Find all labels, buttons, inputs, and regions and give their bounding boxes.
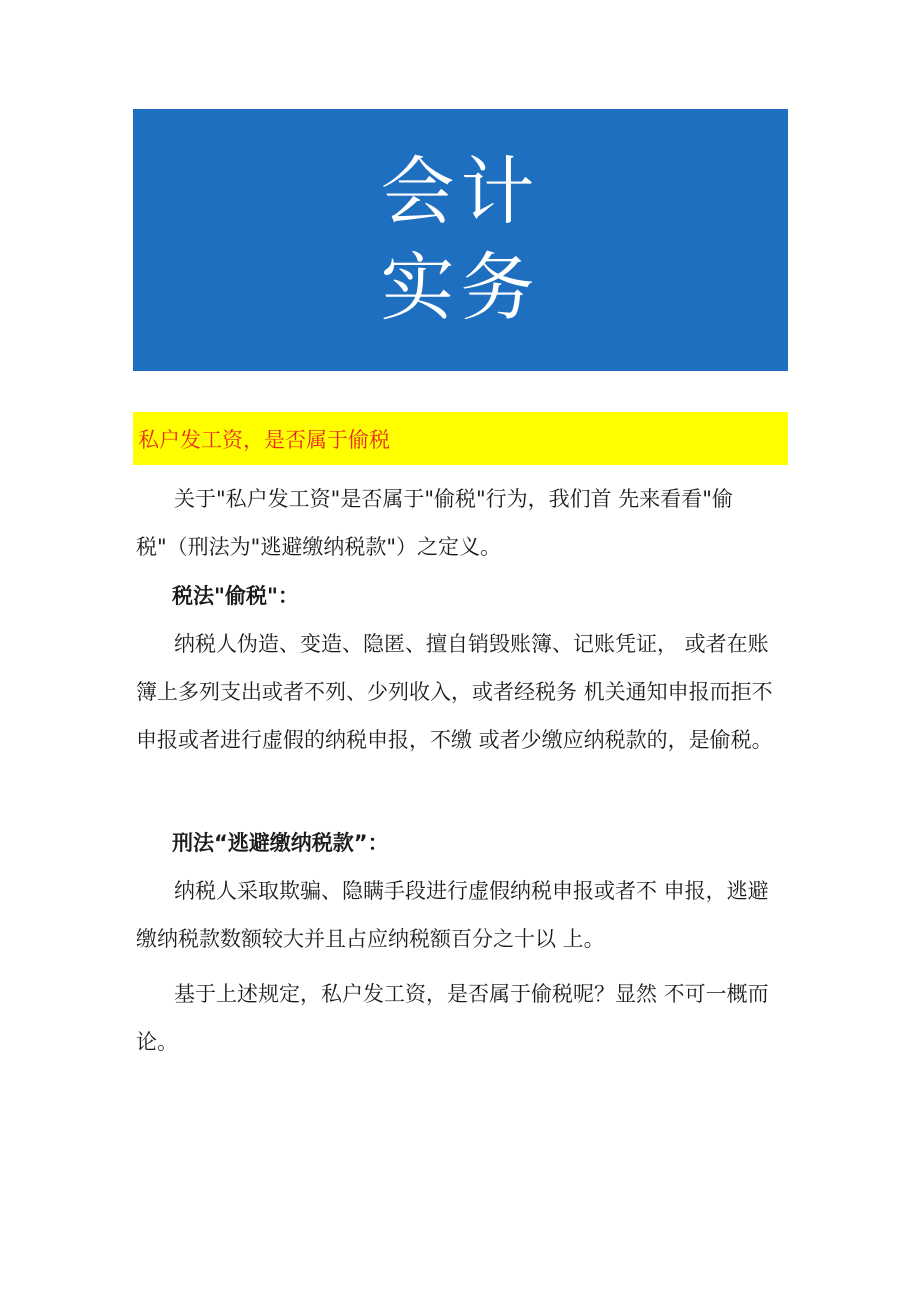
article-headline: 私户发工资，是否属于偷税 [138,427,390,452]
criminal-law-definition: 纳税人采取欺骗、隐瞒手段进行虚假纳税申报或者不 申报，逃避缴纳税款数额较大并且占应纳税额百分之十以 上。 [136,879,769,951]
tax-law-definition: 纳税人伪造、变造、隐匿、擅自销毁账簿、记账凭证， 或者在账簿上多列支出或者不列、少列收入，或者经税务 机关通知申报而拒不申报或者进行虚假的纳税申报，不缴 或者少缴应纳税款的，是偷税。 [136,632,773,752]
banner-title-line-1: 会计 [380,149,541,235]
conclusion-paragraph: 基于上述规定，私户发工资，是否属于偷税呢？显然 不可一概而论。 [136,982,769,1054]
title-banner [133,109,788,371]
intro-paragraph: 关于"私户发工资"是否属于"偷税"行为，我们首 先来看看"偷税"（刑法为"逃避缴纳税款"）之定义。 [136,487,733,559]
headline-highlight [133,412,788,465]
banner-title-line-2: 实务 [380,245,541,331]
criminal-law-heading: 刑法“逃避缴纳税款”： [172,831,389,855]
tax-law-heading: 税法"偷税"： [172,584,299,608]
